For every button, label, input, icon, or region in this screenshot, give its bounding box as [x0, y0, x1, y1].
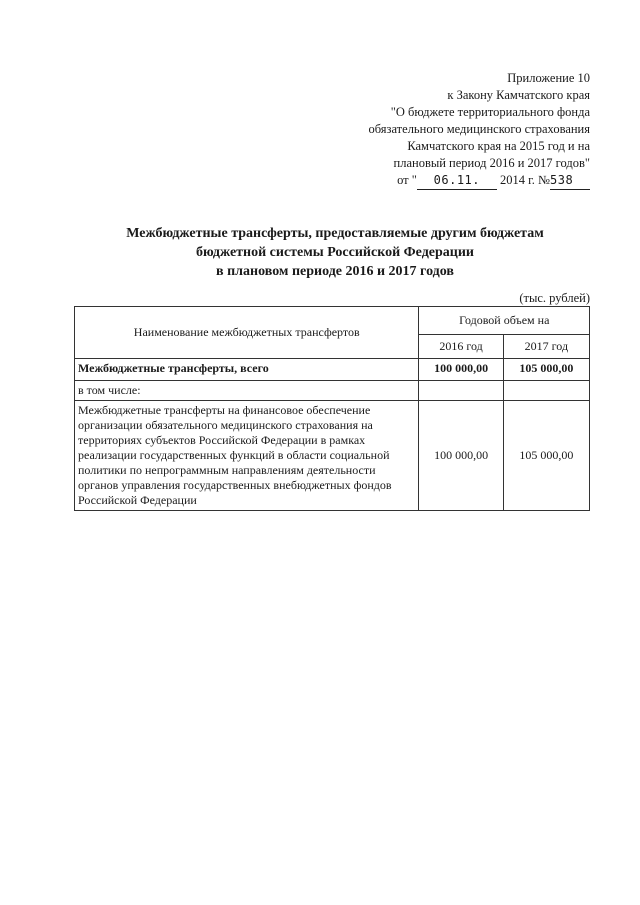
- row-value-2017: 105 000,00: [503, 401, 589, 511]
- title-line: Межбюджетные трансферты, предоставляемые другим бюджетам: [126, 226, 544, 241]
- law-number: 538: [550, 172, 590, 190]
- document-title: [80, 224, 590, 281]
- appendix-line: к Закону Камчатского края: [447, 88, 590, 102]
- title-line: в плановом периоде 2016 и 2017 годов: [216, 264, 454, 279]
- appendix-line: "О бюджете территориального фонда: [390, 105, 590, 119]
- row-name: Межбюджетные трансферты, всего: [75, 359, 419, 381]
- appendix-date-line: [270, 172, 590, 190]
- date-value: 06.11.: [417, 172, 497, 190]
- table-header-row: [75, 307, 590, 335]
- title-line: бюджетной системы Российской Федерации: [196, 245, 474, 260]
- row-name: Межбюджетные трансферты на финансовое обеспечение организации обязательного медицинского страхования на территориях субъектов Российской Федерации в рамках реализации государственных функций в области социальной политики по непрограммным направлениям деятельности органов управления государственных внебюджетных фондов Российской Федерации: [75, 401, 419, 511]
- units-label: (тыс. рублей): [519, 291, 590, 305]
- header-name: Наименование межбюджетных трансфертов: [75, 307, 419, 359]
- row-value-2016: 100 000,00: [419, 401, 503, 511]
- row-empty-cell: [419, 381, 503, 401]
- appendix-line: обязательного медицинского страхования: [368, 122, 590, 136]
- table-row: [75, 381, 590, 401]
- row-value-2016: 100 000,00: [419, 359, 503, 381]
- appendix-line: Приложение 10: [507, 71, 590, 85]
- appendix-line: Камчатского края на 2015 год и на: [407, 139, 590, 153]
- appendix-header: [270, 70, 590, 190]
- header-year-2017: 2017 год: [503, 335, 589, 359]
- header-annual-volume: Годовой объем на: [419, 307, 590, 335]
- row-name: в том числе:: [75, 381, 419, 401]
- row-empty-cell: [503, 381, 589, 401]
- table-row: [75, 359, 590, 381]
- date-prefix: от ": [397, 173, 417, 187]
- appendix-line: плановый период 2016 и 2017 годов": [393, 156, 590, 170]
- year-text: 2014 г. №: [499, 173, 550, 187]
- transfers-table: [74, 306, 590, 511]
- header-year-2016: 2016 год: [419, 335, 503, 359]
- table-row: [75, 401, 590, 511]
- row-value-2017: 105 000,00: [503, 359, 589, 381]
